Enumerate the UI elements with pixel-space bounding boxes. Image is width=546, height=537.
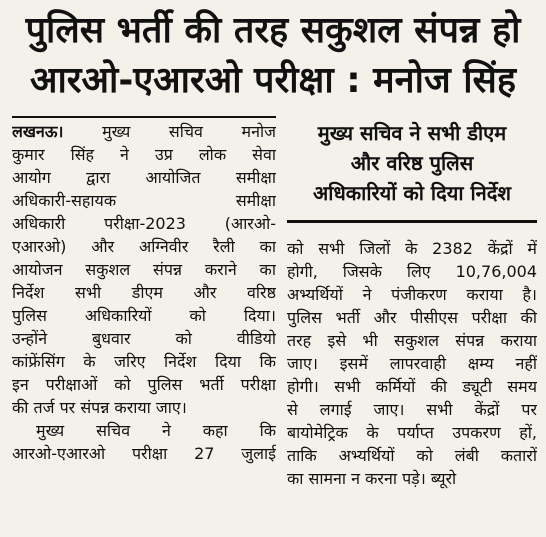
article-line: मुख्य सचिव ने कहा कि bbox=[36, 421, 276, 440]
article-line: का सामना न करना पड़े। ब्यूरो bbox=[287, 469, 457, 488]
headline bbox=[0, 6, 546, 106]
article-line: कांफ्रेंसिंग के जरिए निर्देश दिया कि bbox=[12, 352, 276, 371]
article-line: अभ्यर्थियों ने पंजीकरण कराया है। bbox=[287, 285, 537, 304]
headline-line-2: आरओ-एआरओ परीक्षा : मनोज सिंह bbox=[29, 60, 517, 101]
article-line: निर्देश सभी डीएम और वरिष्ठ bbox=[12, 283, 276, 302]
article-line: से लगाई जाए। सभी केंद्रों पर bbox=[287, 400, 537, 419]
subheadline-line: और वरिष्ठ पुलिस bbox=[350, 151, 474, 175]
subheadline-rule bbox=[287, 220, 537, 223]
article-line: होगी, जिसके लिए 10,76,004 bbox=[287, 262, 537, 281]
subheadline-line: मुख्य सचिव ने सभी डीएम bbox=[317, 121, 507, 145]
article-left-column bbox=[12, 120, 276, 465]
article-line: अधिकारी परीक्षा-2023 (आरओ- bbox=[12, 214, 276, 233]
article-line: आयोग द्वारा आयोजित समीक्षा bbox=[12, 168, 276, 187]
subheadline bbox=[287, 118, 537, 208]
article-line: की तर्ज पर संपन्न कराया जाए। bbox=[12, 398, 187, 417]
article-line: एआरओ) और अग्निवीर रैली का bbox=[12, 237, 276, 256]
article-line: उन्होंने बुधवार को वीडियो bbox=[12, 329, 276, 348]
article-line: लखनऊ। मुख्य सचिव मनोज bbox=[12, 122, 276, 141]
article-line: आरओ-एआरओ परीक्षा 27 जुलाई bbox=[12, 444, 276, 463]
headline-line-1: पुलिस भर्ती की तरह सकुशल संपन्न हो bbox=[25, 10, 521, 51]
article-line: पुलिस अधिकारियों को दिया। bbox=[12, 306, 276, 325]
article-line: ताकि अभ्यर्थियों को लंबी कतारों bbox=[287, 446, 537, 465]
article-line: इन परीक्षाओं को पुलिस भर्ती परीक्षा bbox=[12, 375, 276, 394]
article-line: होगी। सभी कर्मियों की ड्यूटी समय bbox=[287, 377, 537, 396]
article-right-column bbox=[287, 237, 537, 490]
article-line: कुमार सिंह ने उप्र लोक सेवा bbox=[12, 145, 276, 164]
article-line: पुलिस भर्ती और पीसीएस परीक्षा की bbox=[287, 308, 537, 327]
column-divider-rule bbox=[12, 116, 276, 118]
article-line: को सभी जिलों के 2382 केंद्रों में bbox=[287, 239, 537, 258]
subheadline-line: अधिकारियों को दिया निर्देश bbox=[313, 181, 511, 205]
article-line: बायोमेट्रिक के पर्याप्त उपकरण हों, bbox=[287, 423, 537, 442]
dateline: लखनऊ। bbox=[12, 122, 64, 141]
article-line: जाए। इसमें लापरवाही क्षम्य नहीं bbox=[287, 354, 537, 373]
article-line: आयोजन सकुशल संपन्न कराने का bbox=[12, 260, 276, 279]
article-line: अधिकारी-सहायक समीक्षा bbox=[12, 191, 276, 210]
article-line: तरह इसे भी सकुशल संपन्न कराया bbox=[287, 331, 537, 350]
